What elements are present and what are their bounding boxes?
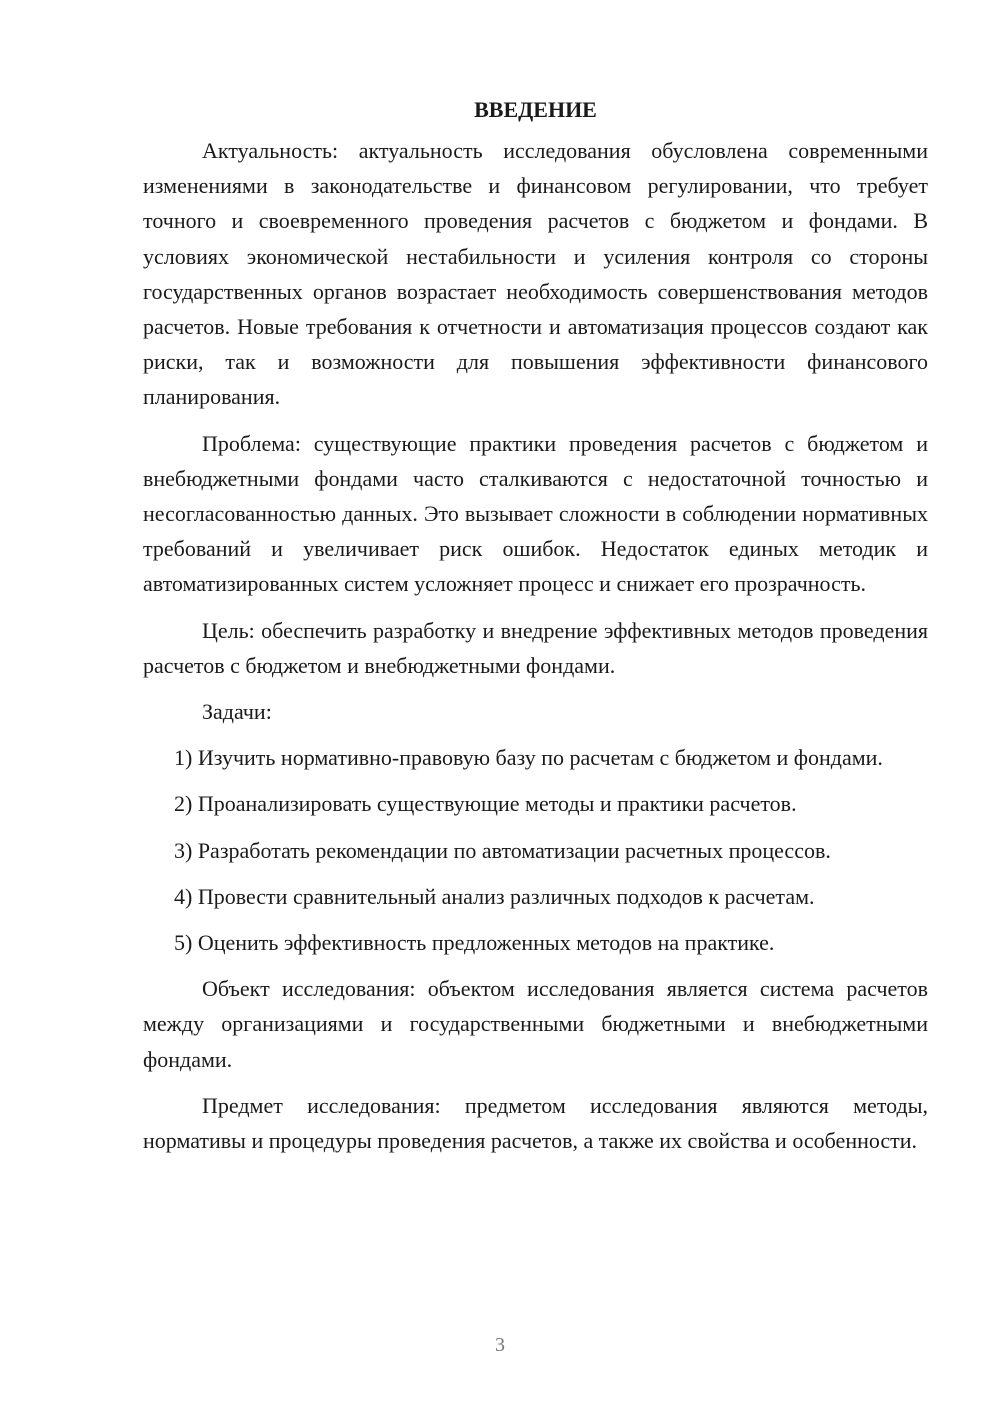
task-list	[143, 740, 928, 960]
list-item: 5) Оценить эффективность предложенных методов на практике.	[174, 930, 775, 956]
list-item: 1) Изучить нормативно-правовую базу по расчетам с бюджетом и фондами.	[174, 745, 883, 771]
page-number: 3	[495, 1334, 505, 1356]
paragraph-object: Объект исследования: объектом исследования является система расчетов между организациями и государственными бюджетными и внебюджетными фондами.	[143, 976, 928, 1072]
list-item: 4) Провести сравнительный анализ различных подходов к расчетам.	[174, 883, 815, 909]
list-item: 2) Проанализировать существующие методы и практики расчетов.	[174, 791, 797, 817]
paragraph-problem: Проблема: существующие практики проведения расчетов с бюджетом и внебюджетными фондами часто сталкиваются с недостаточной точностью и несогласованностью данных. Это вызывает сложности в соблюдении нормативных требований и увеличивает риск ошибок. Недостаток единых методик и автоматизированных систем усложняет процесс и снижает его прозрачность.	[143, 430, 928, 597]
tasks-heading: Задачи:	[202, 699, 272, 725]
document-page	[143, 92, 928, 1169]
paragraph-subject: Предмет исследования: предметом исследования являются методы, нормативы и процедуры проведения расчетов, а также их свойства и особенности.	[143, 1092, 928, 1154]
page-title: ВВЕДЕНИЕ	[474, 97, 597, 122]
list-item: 3) Разработать рекомендации по автоматизации расчетных процессов.	[174, 837, 831, 863]
paragraph-goal: Цель: обеспечить разработку и внедрение эффективных методов проведения расчетов с бюджетом и внебюджетными фондами.	[143, 617, 928, 678]
paragraph-relevance: Актуальность: актуальность исследования обусловлена современными изменениями в законодательстве и финансовом регулировании, что требует точного и своевременного проведения расчетов с бюджетом и фондами. В условиях экономической нестабильности и усиления контроля со стороны государственных органов возрастает необходимость совершенствования методов расчетов. Новые требования к отчетности и автоматизация процессов создают как риски, так и возможности для повышения эффективности финансового планирования.	[143, 138, 928, 410]
